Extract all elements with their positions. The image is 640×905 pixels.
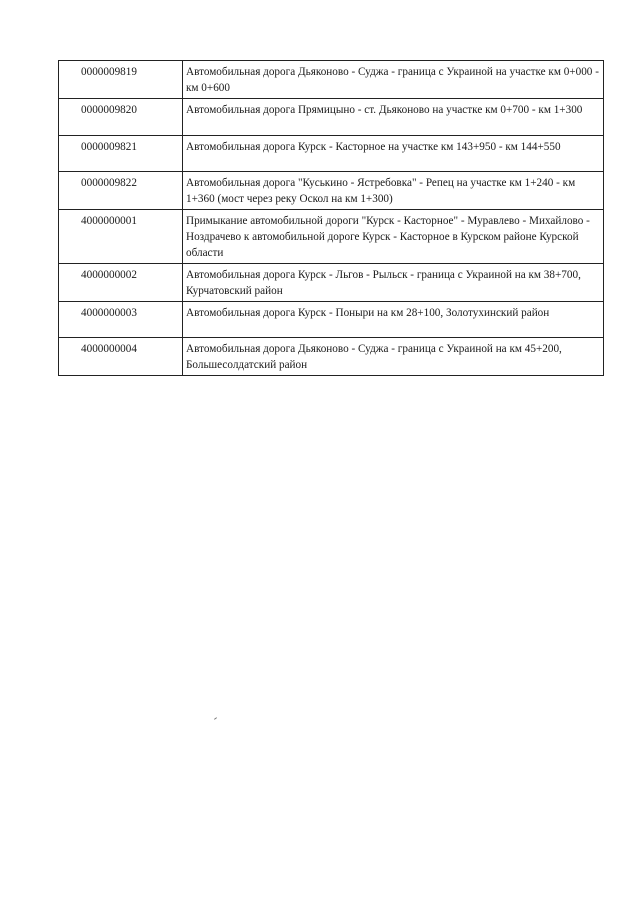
road-description-cell: Автомобильная дорога Дьяконово - Суджа - граница с Украиной на участке км 0+000 - км 0+600 xyxy=(183,61,604,99)
scan-speck xyxy=(214,717,217,720)
road-description-cell: Примыкание автомобильной дороги "Курск - Касторное" - Муравлево - Михайлово - Ноздрачево к автомобильной дороге Курск - Касторное в Курском районе Курской области xyxy=(183,210,604,264)
table-row xyxy=(59,61,604,99)
table-row xyxy=(59,264,604,302)
road-code-cell: 4000000004 xyxy=(59,338,183,376)
table-row xyxy=(59,210,604,264)
table-row xyxy=(59,172,604,210)
roads-table xyxy=(58,60,604,376)
road-code-cell: 4000000001 xyxy=(59,210,183,264)
road-description-cell: Автомобильная дорога Курск - Касторное на участке км 143+950 - км 144+550 xyxy=(183,136,604,172)
road-code-cell: 0000009819 xyxy=(59,61,183,99)
road-code-cell: 0000009822 xyxy=(59,172,183,210)
road-code-cell: 4000000002 xyxy=(59,264,183,302)
road-description-cell: Автомобильная дорога Курск - Поныри на км 28+100, Золотухинский район xyxy=(183,302,604,338)
table-row xyxy=(59,302,604,338)
road-description-cell: Автомобильная дорога Дьяконово - Суджа - граница с Украиной на км 45+200, Большесолдатский район xyxy=(183,338,604,376)
table-row xyxy=(59,338,604,376)
table-row xyxy=(59,136,604,172)
road-code-cell: 4000000003 xyxy=(59,302,183,338)
road-description-cell: Автомобильная дорога "Куськино - Ястребовка" - Репец на участке км 1+240 - км 1+360 (мост через реку Оскол на км 1+300) xyxy=(183,172,604,210)
road-description-cell: Автомобильная дорога Курск - Льгов - Рыльск - граница с Украиной на км 38+700, Курчатовский район xyxy=(183,264,604,302)
table-row xyxy=(59,99,604,136)
road-code-cell: 0000009820 xyxy=(59,99,183,136)
road-description-cell: Автомобильная дорога Прямицыно - ст. Дьяконово на участке км 0+700 - км 1+300 xyxy=(183,99,604,136)
road-code-cell: 0000009821 xyxy=(59,136,183,172)
